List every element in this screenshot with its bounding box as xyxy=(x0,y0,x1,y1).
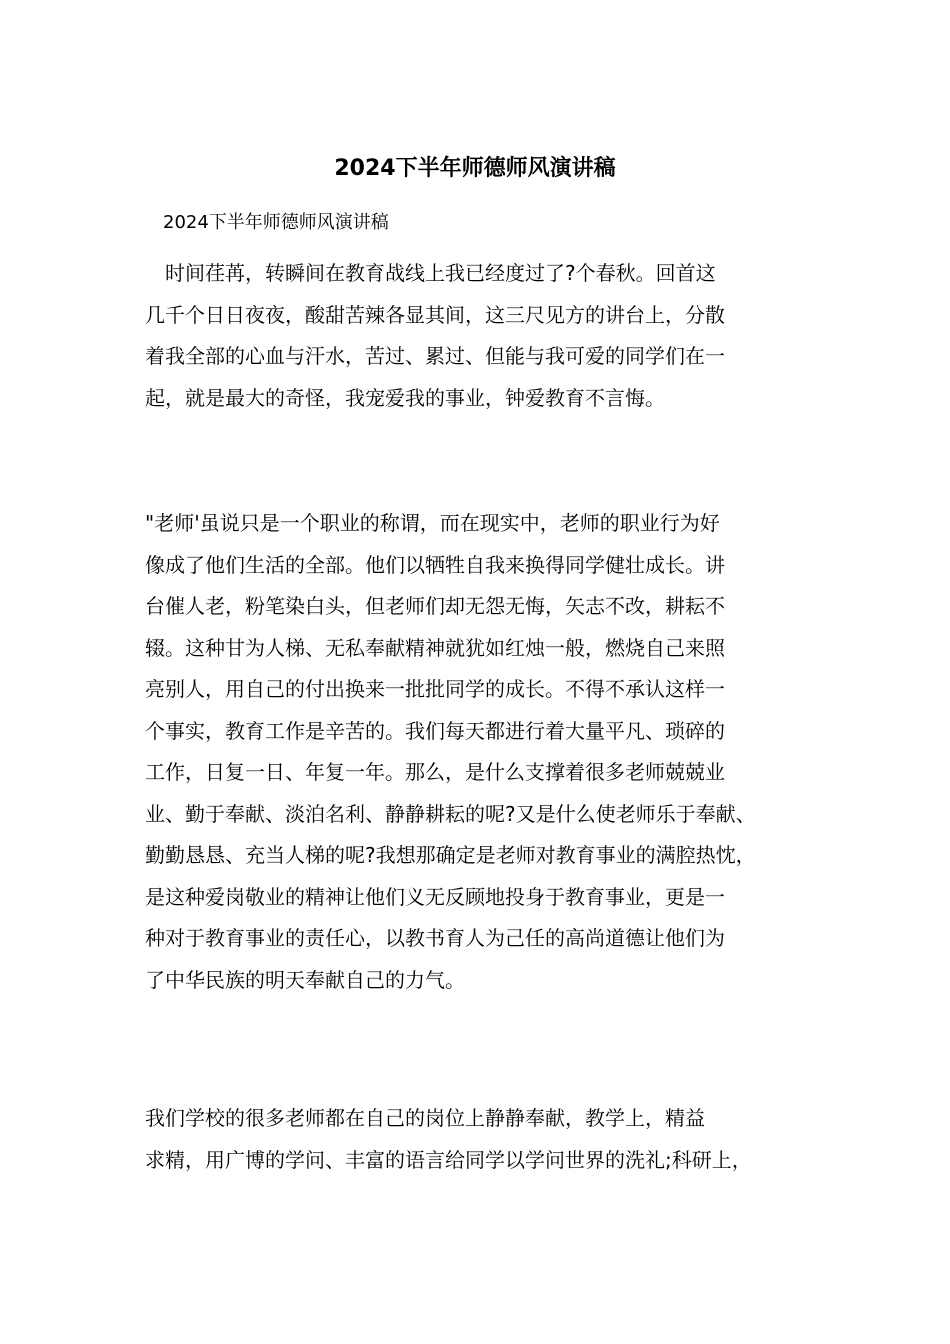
paragraph-line: 个事实，教育工作是辛苦的。我们每天都进行着大量平凡、琐碎的 xyxy=(145,718,725,743)
paragraph-line: 是这种爱岗敬业的精神让他们义无反顾地投身于教育事业，更是一 xyxy=(145,884,725,909)
paragraph-line: 求精，用广博的学问、丰富的语言给同学以学问世界的洗礼;科研上， xyxy=(145,1147,752,1172)
paragraph-line: 时间荏苒，转瞬间在教育战线上我已经度过了?个春秋。回首这 xyxy=(145,261,716,285)
document-title: 2024下半年师德师风演讲稿 xyxy=(334,156,616,181)
paragraph-3 xyxy=(145,1098,815,1181)
paragraph-line: 了中华民族的明天奉献自己的力气。 xyxy=(145,967,465,992)
paragraph-line: 亮别人，用自己的付出换来一批批同学的成长。不得不承认这样一 xyxy=(145,677,725,701)
paragraph-line: 种对于教育事业的责任心，以教书育人为己任的高尚道德让他们为 xyxy=(145,926,725,950)
paragraph-1 xyxy=(145,253,815,419)
paragraph-line: 辍。这种甘为人梯、无私奉献精神就犹如红烛一般，燃烧自己来照 xyxy=(145,635,725,660)
paragraph-2 xyxy=(145,503,815,1001)
paragraph-line: "老师'虽说只是一个职业的称谓，而在现实中，老师的职业行为好 xyxy=(145,511,720,535)
paragraph-line: 业、勤于奉献、淡泊名利、静静耕耘的呢?又是什么使老师乐于奉献、 xyxy=(145,801,756,826)
paragraph-line: 起，就是最大的奇怪，我宠爱我的事业，钟爱教育不言悔。 xyxy=(145,385,665,410)
paragraph-line: 勤勤恳恳、充当人梯的呢?我想那确定是老师对教育事业的满腔热忱， xyxy=(145,843,756,867)
document-subtitle: 2024下半年师德师风演讲稿 xyxy=(163,212,389,233)
paragraph-line: 着我全部的心血与汗水，苦过、累过、但能与我可爱的同学们在一 xyxy=(145,344,725,368)
paragraph-line: 台催人老，粉笔染白头，但老师们却无怨无悔，矢志不改，耕耘不 xyxy=(145,594,725,618)
paragraph-line: 像成了他们生活的全部。他们以牺牲自我来换得同学健壮成长。讲 xyxy=(145,552,725,577)
paragraph-line: 我们学校的很多老师都在自己的岗位上静静奉献，教学上，精益 xyxy=(145,1106,705,1130)
paragraph-line: 几千个日日夜夜，酸甜苦辣各显其间，这三尺见方的讲台上，分散 xyxy=(145,302,725,327)
paragraph-line: 工作，日复一日、年复一年。那么，是什么支撑着很多老师兢兢业 xyxy=(145,760,725,784)
